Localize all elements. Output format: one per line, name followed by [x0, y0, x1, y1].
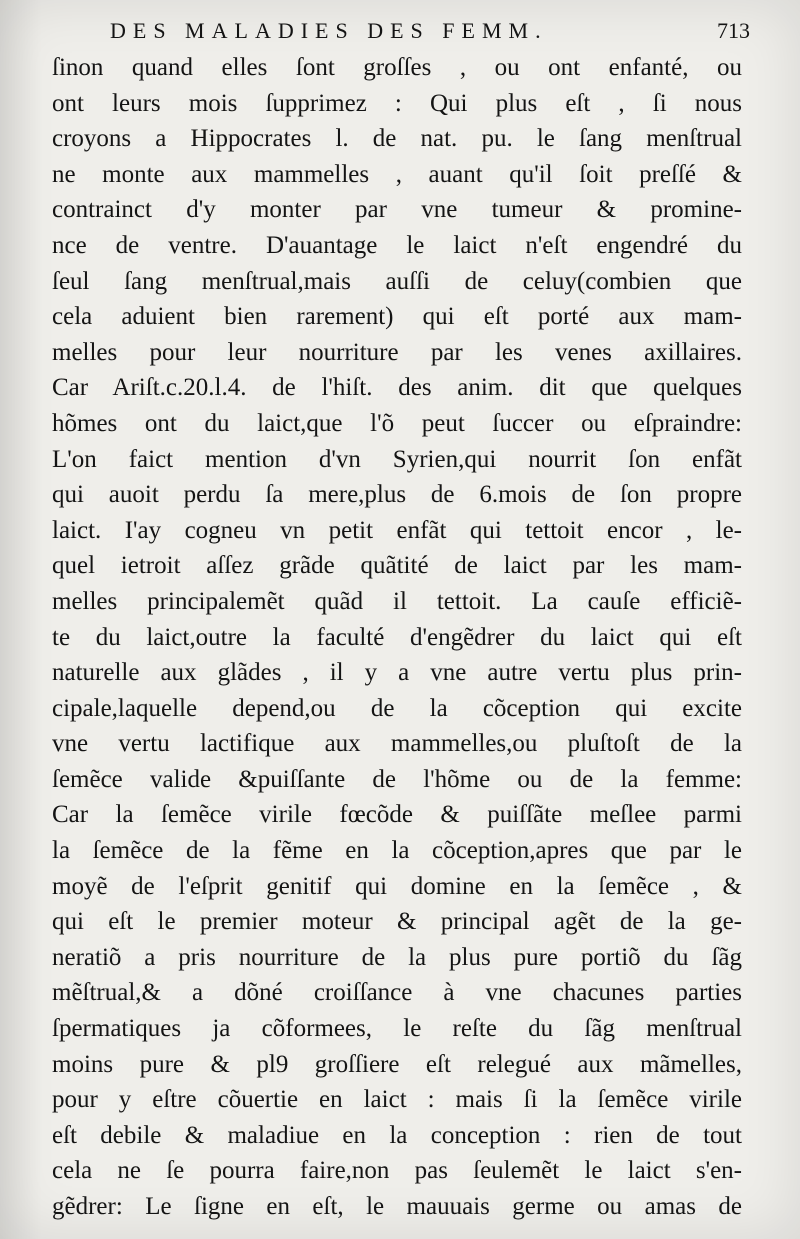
text-line: laict. I'ay cogneu vn petit enfãt qui tettoit encor , le-	[52, 516, 742, 544]
running-head	[110, 18, 750, 50]
text-line: qui auoit perdu ſa mere,plus de 6.mois de ſon propre	[52, 481, 742, 509]
running-title: DES MALADIES DES FEMM.	[110, 18, 548, 43]
gutter-shadow	[0, 0, 42, 1239]
text-line: cipale,laquelle depend,ou de la cõception qui excite	[52, 694, 742, 722]
text-line: quel ietroit aſſez grãde quãtité de laict par les mam-	[52, 552, 742, 580]
text-line: L'on faict mention d'vn Syrien,qui nourrit ſon enfãt	[52, 445, 742, 473]
text-line: croyons a Hippocrates l. de nat. pu. le ſang menſtrual	[52, 125, 742, 153]
text-line: melles pour leur nourriture par les venes axillaires.	[52, 338, 742, 366]
text-line: ne monte aux mammelles , auant qu'il ſoit preſſé &	[52, 160, 742, 188]
text-line: ſinon quand elles ſont groſſes , ou ont enfanté, ou	[52, 54, 742, 81]
text-line: moins pure & pl9 groſſiere eſt relegué aux mãmelles,	[52, 1050, 742, 1078]
text-line: la ſemẽce de la fẽme en la cõception,apres que par le	[52, 837, 742, 865]
text-line: cela aduient bien rarement) qui eſt porté aux mam-	[52, 303, 742, 331]
text-line: gẽdrer: Le ſigne en eſt, le mauuais germe ou amas de	[52, 1193, 742, 1220]
text-line: ſemẽce valide &puiſſante de l'hõme ou de la femme:	[52, 765, 742, 793]
text-line: Car Ariſt.c.20.l.4. de l'hiſt. des anim. dit que quelques	[52, 374, 742, 402]
text-line: hõmes ont du laict,que l'õ peut ſuccer ou eſpraindre:	[52, 409, 742, 437]
text-line: naturelle aux glãdes , il y a vne autre vertu plus prin-	[52, 659, 742, 687]
text-line: qui eſt le premier moteur & principal agẽt de la ge-	[52, 908, 742, 936]
text-line: mẽſtrual,& a dõné croiſſance à vne chacunes parties	[52, 979, 742, 1007]
text-line: eſt debile & maladiue en la conception : rien de tout	[52, 1121, 742, 1149]
page-number: 713	[717, 18, 750, 43]
text-line: nce de ventre. D'auantage le laict n'eſt engendré du	[52, 231, 742, 259]
text-line: moyẽ de l'eſprit genitif qui domine en la ſemẽce , &	[52, 872, 742, 900]
text-line: ſpermatiques ja cõformees, le reſte du ſãg menſtrual	[52, 1015, 742, 1043]
text-line: te du laict,outre la faculté d'engẽdrer du laict qui eſt	[52, 623, 742, 651]
text-line: neratiõ a pris nourriture de la plus pure portiõ du ſãg	[52, 943, 742, 971]
text-line: ſeul ſang menſtrual,mais auſſi de celuy(combien que	[52, 267, 742, 295]
text-line: Car la ſemẽce virile fœcõde & puiſſãte meſlee parmi	[52, 801, 742, 829]
text-line: pour y eſtre cõuertie en laict : mais ſi la ſemẽce virile	[52, 1086, 742, 1114]
body-text	[52, 50, 742, 1225]
text-line: vne vertu lactifique aux mammelles,ou pluſtoſt de la	[52, 730, 742, 758]
text-line: contrainct d'y monter par vne tumeur & promine-	[52, 196, 742, 224]
text-line: melles principalemẽt quãd il tettoit. La cauſe efficiẽ-	[52, 587, 742, 615]
text-line: ont leurs mois ſupprimez : Qui plus eſt , ſi nous	[52, 89, 742, 117]
text-line: cela ne ſe pourra faire,non pas ſeulemẽt le laict s'en-	[52, 1157, 742, 1185]
